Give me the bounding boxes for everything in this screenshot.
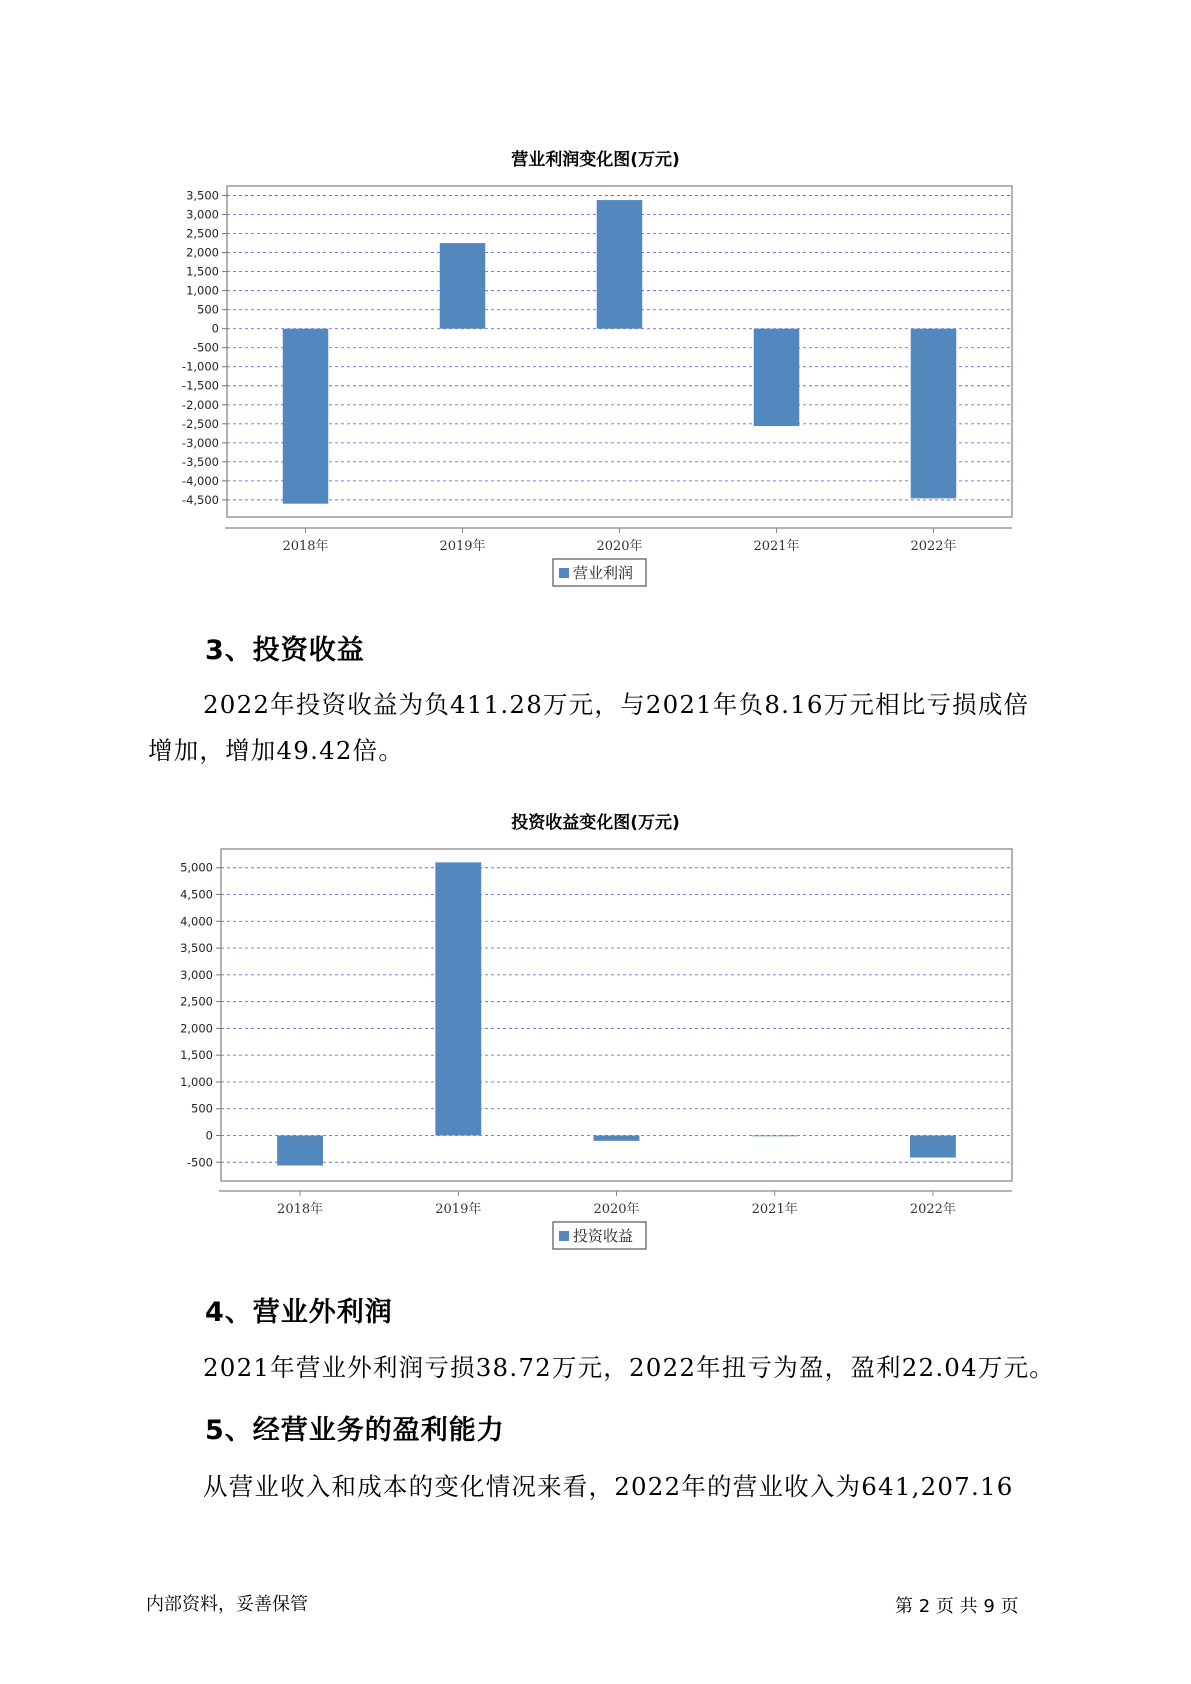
legend-label: 营业利润 xyxy=(573,564,634,582)
footer-page-number: 第 2 页 共 9 页 xyxy=(895,1596,1019,1617)
y-tick-label: 3,000 xyxy=(186,207,219,222)
section3-paragraph-line2: 增加，增加49.42倍。 xyxy=(148,736,405,765)
y-tick-label: -3,500 xyxy=(181,454,219,469)
chart1-title: 营业利润变化图(万元) xyxy=(511,150,680,170)
x-tick-label: 2018年 xyxy=(282,539,329,554)
section4-heading: 4、营业外利润 xyxy=(205,1297,393,1328)
section4-paragraph: 2021年营业外利润亏损38.72万元，2022年扭亏为盈，盈利22.04万元。 xyxy=(203,1353,1055,1382)
y-tick-label: 5,000 xyxy=(180,860,213,875)
y-tick-label: 2,500 xyxy=(180,994,213,1009)
x-tick-label: 2022年 xyxy=(910,539,957,554)
y-tick-label: -2,000 xyxy=(181,397,219,412)
y-tick-label: 2,500 xyxy=(186,226,219,241)
section5-heading: 5、经营业务的盈利能力 xyxy=(205,1415,505,1446)
y-tick-label: 2,000 xyxy=(180,1021,213,1036)
y-tick-label: 500 xyxy=(197,302,219,317)
bar xyxy=(277,1135,323,1165)
y-tick-label: 1,000 xyxy=(186,283,219,298)
x-tick-label: 2019年 xyxy=(439,539,486,554)
bar xyxy=(594,1135,640,1140)
y-tick-label: -500 xyxy=(186,1155,213,1170)
chart2-title: 投资收益变化图(万元) xyxy=(511,813,680,833)
bar xyxy=(910,1135,956,1157)
y-tick-label: -4,000 xyxy=(181,473,219,488)
y-tick-label: 4,500 xyxy=(180,887,213,902)
y-tick-label: 3,000 xyxy=(180,967,213,982)
y-tick-label: 4,000 xyxy=(180,914,213,929)
x-tick-label: 2021年 xyxy=(753,539,800,554)
y-tick-label: 2,000 xyxy=(186,245,219,260)
x-tick-label: 2022年 xyxy=(909,1202,956,1217)
legend-swatch xyxy=(559,1231,569,1241)
y-tick-label: 1,500 xyxy=(186,264,219,279)
y-tick-label: -3,000 xyxy=(181,435,219,450)
y-tick-label: 3,500 xyxy=(186,188,219,203)
y-tick-label: -4,500 xyxy=(181,492,219,507)
bar xyxy=(752,1135,798,1136)
x-tick-label: 2019年 xyxy=(435,1202,482,1217)
section5-paragraph: 从营业收入和成本的变化情况来看，2022年的营业收入为641,207.16 xyxy=(203,1472,1014,1501)
plot-frame xyxy=(221,849,1012,1181)
bar xyxy=(435,862,481,1135)
x-tick-label: 2020年 xyxy=(596,539,643,554)
y-tick-label: 1,500 xyxy=(180,1048,213,1063)
footer-confidential: 内部资料，妥善保管 xyxy=(146,1594,308,1615)
legend-label: 投资收益 xyxy=(573,1227,634,1245)
y-tick-label: -1,000 xyxy=(181,359,219,374)
x-tick-label: 2020年 xyxy=(593,1202,640,1217)
y-tick-label: -500 xyxy=(192,340,219,355)
y-tick-label: 1,000 xyxy=(180,1074,213,1089)
section3-heading: 3、投资收益 xyxy=(205,635,365,666)
y-tick-label: 500 xyxy=(191,1101,213,1116)
y-tick-label: 3,500 xyxy=(180,941,213,956)
x-tick-label: 2021年 xyxy=(751,1202,798,1217)
y-tick-label: -2,500 xyxy=(181,416,219,431)
y-tick-label: 0 xyxy=(205,1128,213,1143)
y-tick-label: 0 xyxy=(211,321,219,336)
x-tick-label: 2018年 xyxy=(277,1202,324,1217)
section3-paragraph-line1: 2022年投资收益为负411.28万元，与2021年负8.16万元相比亏损成倍 xyxy=(203,690,1030,719)
y-tick-label: -1,500 xyxy=(181,378,219,393)
